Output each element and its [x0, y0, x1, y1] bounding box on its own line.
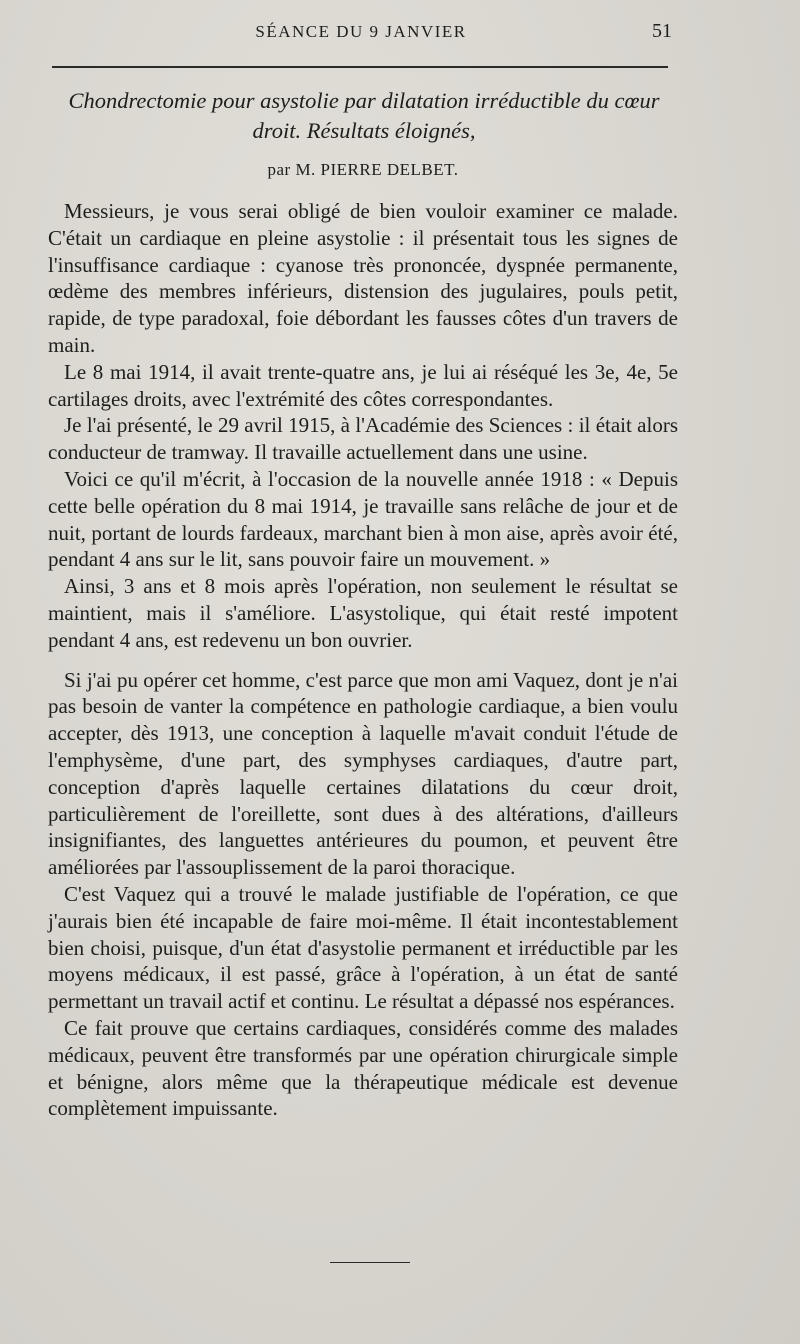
page-number: 51 — [652, 20, 672, 42]
paragraph-7: C'est Vaquez qui a trouvé le malade justifiable de l'opération, ce que j'aurais bien été incapable de faire moi-même. Il était incontestablement bien choisi, puisque, d'un état d'asystolie permanent et irréductible par les moyens médicaux, il est passé, grâce à l'opération, à un état de santé permettant un travail actif et continu. Le résultat a dépassé nos espérances. — [48, 881, 678, 1014]
paragraph-3: Je l'ai présenté, le 29 avril 1915, à l'Académie des Sciences : il était alors conducteur de tramway. Il travaille actuellement dans une usine. — [48, 413, 678, 465]
article-title — [46, 86, 682, 146]
paragraph-8: Ce fait prouve que certains cardiaques, considérés comme des malades médicaux, peuvent être transformés par une opération chirurgicale simple et bénigne, alors même que la thérapeutique médicale est devenue complètement impuissante. — [48, 1015, 678, 1121]
article-byline: par M. PIERRE DELBET. — [267, 160, 459, 179]
paragraph-5: Ainsi, 3 ans et 8 mois après l'opération, non seulement le résultat se maintient, mais il s'améliore. L'asystolique, qui était resté impotent pendant 4 ans, est redevenu un bon ouvrier. — [48, 574, 678, 652]
paragraph-2: Le 8 mai 1914, il avait trente-quatre ans, je lui ai réséqué les 3e, 4e, 5e cartilages droits, avec l'extrémité des côtes correspondantes. — [48, 359, 678, 411]
running-title: SÉANCE DU 9 JANVIER — [255, 22, 467, 41]
end-rule — [330, 1262, 410, 1263]
article-title-line-1: Chondrectomie pour asystolie par dilatation irréductible du cœur — [68, 88, 660, 113]
running-head — [50, 20, 672, 44]
article-body — [48, 198, 678, 1122]
paragraph-4: Voici ce qu'il m'écrit, à l'occasion de la nouvelle année 1918 : « Depuis cette belle opération du 8 mai 1914, je travaille sans relâche de jour et de nuit, portant de lourds fardeaux, marchant bien à mon aise, après avoir été, pendant 4 ans sur le lit, sans pouvoir faire un mouvement. » — [48, 466, 678, 572]
article-title-line-2: droit. Résultats éloignés, — [252, 118, 476, 143]
paragraph-1: Messieurs, je vous serai obligé de bien vouloir examiner ce malade. C'était un cardiaque en pleine asystolie : il présentait tous les signes de l'insuffisance cardiaque : cyanose très prononcée, dyspnée permanente, œdème des membres inférieurs, distension des jugulaires, pouls petit, rapide, de type paradoxal, foie débordant les fausses côtes d'un travers de main. — [48, 199, 678, 357]
paragraph-6: Si j'ai pu opérer cet homme, c'est parce que mon ami Vaquez, dont je n'ai pas besoin de vanter la compétence en pathologie cardiaque, a bien voulu accepter, dès 1913, une conception à laquelle m'avait conduit l'étude de l'emphysème, d'une part, des symphyses cardiaques, d'autre part, conception d'après laquelle certaines dilatations du cœur droit, particulièrement de l'oreillette, sont dues à des altérations, d'ailleurs insignifiantes, des languettes antérieures du poumon, et peuvent être améliorées par l'assouplissement de la paroi thoracique. — [48, 667, 678, 880]
header-rule — [52, 66, 668, 68]
